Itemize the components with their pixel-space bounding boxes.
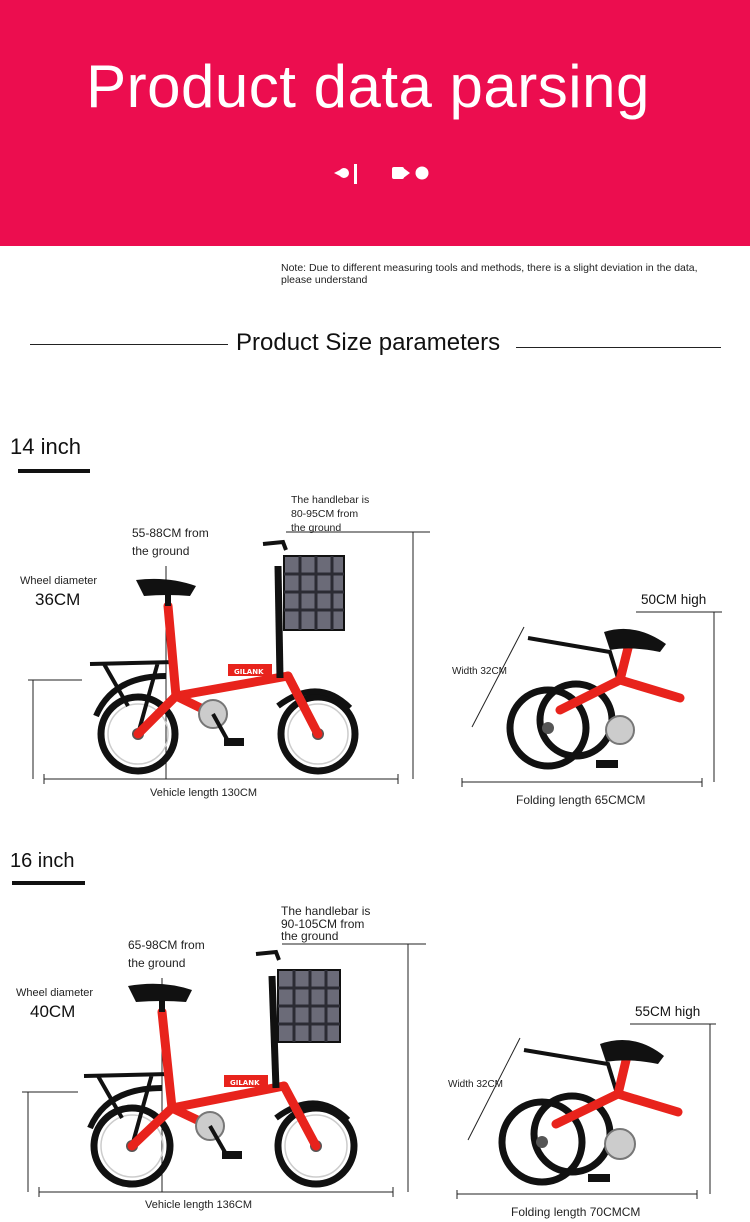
wheel-label-16: Wheel diameter [16, 987, 94, 999]
measurement-note: Note: Due to different measuring tools and methods, there is a slight deviation in the data, please understand [281, 262, 698, 286]
bicycle-16-image [82, 946, 367, 1191]
handlebar-label-16: The handlebar is 90-105CM from the ground [281, 904, 371, 943]
banner-title: Product data parsing [86, 53, 650, 120]
wheel-value-16: 40CM [30, 1002, 76, 1021]
svg-text:GILANK: GILANK [234, 668, 264, 676]
folded-length-label-16: Folding length 70CMCM [511, 1205, 641, 1219]
folded-width-label-14: Width 32CM [452, 666, 508, 677]
folded-bicycle-16-image [496, 1032, 686, 1190]
folded-width-label-16: Width 32CM [448, 1079, 504, 1090]
size-title-14: 14 inch [10, 434, 81, 459]
svg-text:GILANK: GILANK [230, 1079, 260, 1087]
wheel-label-14: Wheel diameter [20, 575, 98, 587]
seat-height-label-16: 65-98CM from the ground [128, 938, 205, 970]
handlebar-label-14: The handlebar is 80-95CM from the ground [291, 494, 370, 534]
folded-height-label-16: 55CM high [635, 1004, 701, 1019]
section-title: Product Size parameters [236, 329, 501, 356]
vehicle-length-label-16: Vehicle length 136CM [145, 1199, 253, 1211]
folded-length-label-14: Folding length 65CMCM [516, 793, 646, 807]
seat-height-label-14: 55-88CM from the ground [132, 526, 209, 558]
wheel-value-14: 36CM [35, 590, 81, 609]
size-title-16: 16 inch [10, 850, 75, 872]
vehicle-length-label-14: Vehicle length 130CM [150, 787, 258, 799]
folded-height-label-14: 50CM high [641, 592, 707, 607]
